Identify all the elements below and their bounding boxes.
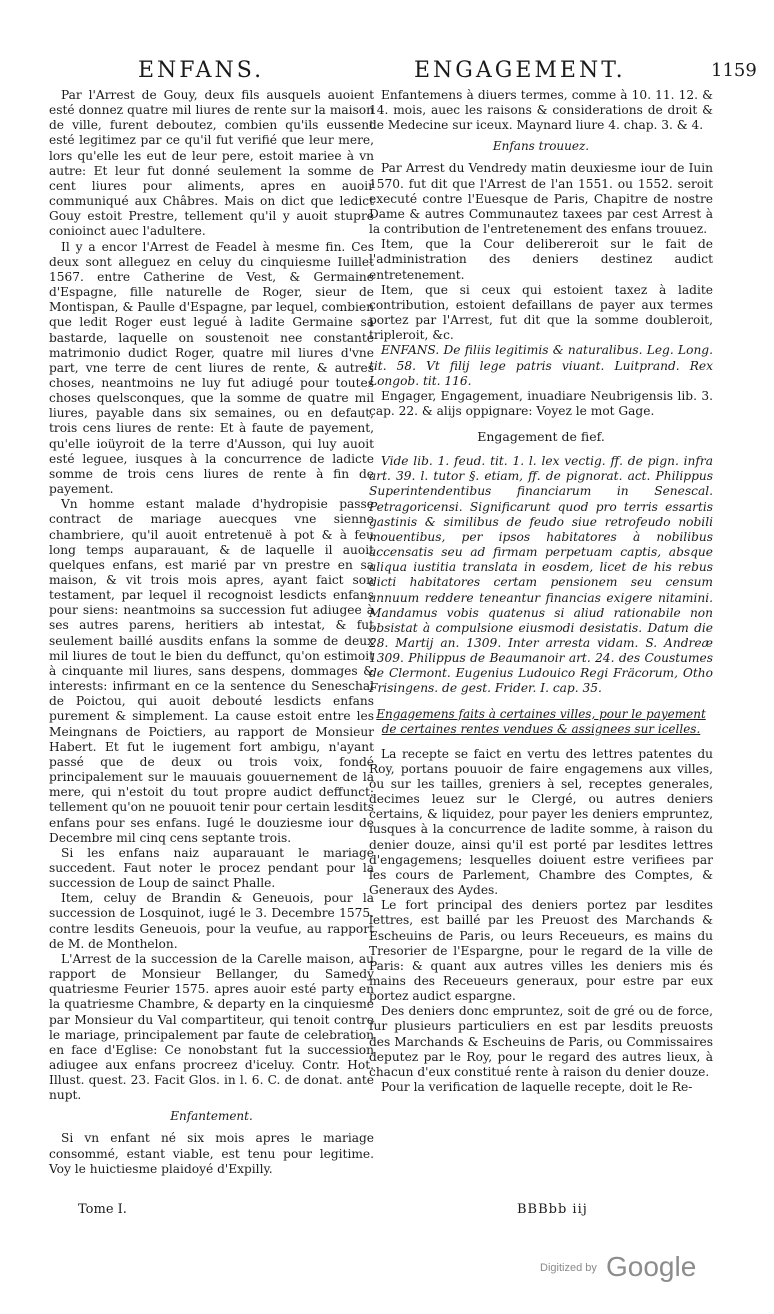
paragraph: Item, celuy de Brandin & Geneuois, pour la succession de Losquinot, iugé le 3. Decembre 1575. contre lesdits Geneuois, pour la veufue, au rapport de M. de Monthelon. — [49, 891, 374, 951]
paragraph: Enfantemens à diuers termes, comme à 10. 11. 12. & 14. mois, auec les raisons & considerations de droit & de Medecine sur iceux. Maynard liure 4. chap. 3. & 4. — [369, 88, 713, 133]
section-heading: Engagement de fief. — [477, 429, 605, 445]
left-column — [49, 88, 374, 1177]
signature-mark: BBBbb iij — [517, 1202, 588, 1217]
paragraph: Par l'Arrest de Gouy, deux fils ausquels auoient esté donnez quatre mil liures de rente sur la maison de ville, furent deboutez, combien qu'ils eussent esté legitimez par ce qu'il fut verifié que leur mere, lors qu'elle les eut de leur pere, estoit mariee à vn autre: Et leur fut donné seulement la somme de cent liures pour aliments, apres en auoir communiqué aux Châbres. Mais on dict que ledict Gouy estoit Prestre, tellement qu'il y auoit stupre conioinct auec l'adultere. — [49, 88, 374, 239]
paragraph: ENFANS. De filiis legitimis & naturalibus. Leg. Long. tit. 58. Vt filij lege patris viuant. Luitprand. Rex Longob. tit. 116. — [369, 343, 713, 388]
paragraph: Si vn enfant né six mois apres le mariage consommé, estant viable, est tenu pour legitime. Voy le huictiesme plaidoyé d'Expilly. — [49, 1131, 374, 1176]
paragraph: La recepte se faict en vertu des lettres patentes du Roy, portans pouuoir de faire engagemens aux villes, ou sur les tailles, greniers à sel, receptes generales, decimes leuez sur le Clergé, ou autres deniers certains, & liquidez, pour payer les deniers empruntez, iusques à la concurrence de ladite somme, à raison du denier douze, ainsi qu'il est porté par lesdites lettres d'engagemens; lesquelles doiuent estre verifiees par les cours de Parlement, Chambre des Comptes, & Generaux des Aydes. — [369, 746, 713, 898]
running-head-right: ENGAGEMENT. — [414, 58, 626, 83]
paragraph: Pour la verification de laquelle recepte, doit le Re- — [381, 1080, 693, 1095]
paragraph: Par Arrest du Vendredy matin deuxiesme iour de Iuin 1570. fut dit que l'Arrest de l'an 1551. ou 1552. seroit executé contre l'Euesque de Paris, Chapitre de nostre Dame & autres Communautez taxees par cest Arrest à la contribution de l'entretenement des enfans trouuez. — [369, 161, 713, 237]
section-heading: Enfans trouuez. — [492, 139, 590, 154]
paragraph: Vide lib. 1. feud. tit. 1. l. lex vectig. ff. de pign. infra art. 39. l. tutor §. etiam, ff. de pignorat. act. Philippus Superintendentibus financiarum in Senescal. Petragoricensi. Significarunt quod pro terris essartis gastinis & similibus de feudo siue retrofeudo nobili mouentibus, per ipsos habitatores à nobilibus accensatis seu ad firmam perpetuam captis, absque aliqua iustitia translata in eosdem, licet de his rebus dicti habitatores certam pensionem seu censum annuum reddere teneantur financias exigere nitamini. Mandamus vobis quatenus si aliud rationabile non obsistat à compulsione eiusmodi desistatis. Datum die 28. Martij an. 1309. Inter arresta vidam. S. Andreæ 1309. Philippus de Beaumanoir art. 24. des Coustumes de Clermont. Eugenius Ludouico Regi Fräcorum, Otho Frisingens. de gest. Frider. I. cap. 35. — [369, 454, 713, 696]
google-watermark: Google — [606, 1251, 697, 1282]
paragraph: Si les enfans naiz auparauant le mariage succedent. Faut noter le procez pendant pour la succession de Loup de sainct Phalle. — [49, 845, 374, 891]
paragraph: Le fort principal des deniers portez par lesdites lettres, est baillé par les Preuost des Marchands & Escheuins de Paris, ou leurs Receueurs, es mains du Tresorier de l'Espargne, pour le regard de la ville de Paris: & quant aux autres villes les deniers mis és mains des Receueurs generaux, pour estre par eux portez audict espargne. — [369, 898, 713, 1004]
paragraph: Vn homme estant malade d'hydropisie passe contract de mariage auecques vne sienne chambriere, qu'il auoit entretenuë à pot & à feu long temps auparauant, & de laquelle il auoit quelques enfans, est marié par vn prestre en sa maison, & vit trois mois apres, ayant faict son testament, par lequel il recognoist lesdicts enfans pour siens: neantmoins sa succession fut adiugee à ses autres parens, heritiers ab intestat, & fut seulement baillé ausdits enfans la somme de deux mil liures de tout le bien du deffunct, qu'on estimoit à cinquante mil liures, sans despens, dommages & interests: infirmant en ce la sentence du Seneschal de Poictou, qui auoit debouté lesdicts enfans purement & simplement. La cause estoit entre les Meingnans de Poictiers, au rapport de Monsieur Habert. Et fut le iugement fort ambigu, n'ayant passé que de deux ou trois voix, fondé principalement sur le mauuais gouuernement de la mere, qui n'estoit du tout propre audict deffunct: tellement qu'on ne pouuoit tenir pour certain lesdits enfans pour ses enfans. Iugé le douziesme iour de Decembre mil cinq cens septante trois. — [49, 497, 374, 845]
volume-label: Tome I. — [78, 1202, 127, 1217]
paragraph: Engager, Engagement, inuadiare Neubrigensis lib. 3. cap. 22. & alijs oppignare: Voyez le mot Gage. — [369, 388, 713, 418]
section-heading — [369, 707, 713, 737]
paragraph: Des deniers donc empruntez, soit de gré ou de force, fur plusieurs particuliers en est par lesdits preuosts des Marchands & Escheuins de Paris, ou Commissaires deputez par le Roy, pour le regard des autres lieux, à chacun d'eux constitué rente à raison du denier douze. — [369, 1004, 713, 1079]
paragraph: Item, que la Cour delibereroit sur le fait de l'administration des deniers destinez audict entretenement. — [369, 237, 713, 282]
digitized-by-label: Digitized by — [540, 1262, 597, 1274]
section-heading: Enfantement. — [170, 1109, 253, 1124]
section-heading-text: Engagemens faits à certaines villes, pour le payement de certaines rentes vendues & assignees sur icelles. — [376, 706, 706, 736]
paragraph: L'Arrest de la succession de la Carelle maison, au rapport de Monsieur Bellanger, du Samedy quatriesme Feurier 1575. apres auoir esté party en la quatriesme Chambre, & departy en la cinquiesme par Monsieur du Val compartiteur, qui tenoit contre le mariage, principalement par faute de celebration en face d'Eglise: Ce nonobstant fut la succession adiugee aux enfans procreez d'iceluy. Contr. Hot. Illust. quest. 23. Facit Glos. in l. 6. C. de donat. ante nupt. — [49, 951, 374, 1103]
paragraph: Il y a encor l'Arrest de Feadel à mesme fin. Ces deux sont alleguez en celuy du cinquiesme Iuillet 1567. entre Catherine de Vest, & Germaine d'Espagne, fille naturelle de Roger, sieur de Montispan, & Paulle d'Espagne, par lequel, combien que ledit Roger eust legué à ladite Germaine sa bastarde, laquelle on soustenoit nee constante matrimonio dudict Roger, quatre mil liures d'vne part, vne terre de cent liures de rente, & autres choses, neantmoins ne luy fut adiugé pour toutes choses quelsconques, que la somme de quatre mil liures, payable dans six semaines, ou en defaut, trois cens liures de rente: Et à faute de payement, qu'elle ioüyroit de la terre d'Ausson, qui luy auoit esté leguee, iusques à la concurrence de ladicte somme de trois cens liures de rente à fin de payement. — [49, 239, 374, 497]
running-head-left: ENFANS. — [138, 58, 265, 83]
right-column — [369, 88, 713, 1095]
paragraph: Item, que si ceux qui estoient taxez à ladite contribution, estoient defaillans de payer aux termes portez par l'Arrest, fut dit que la somme doubleroit, tripleroit, &c. — [369, 282, 713, 343]
page-number: 1159 — [711, 60, 757, 81]
